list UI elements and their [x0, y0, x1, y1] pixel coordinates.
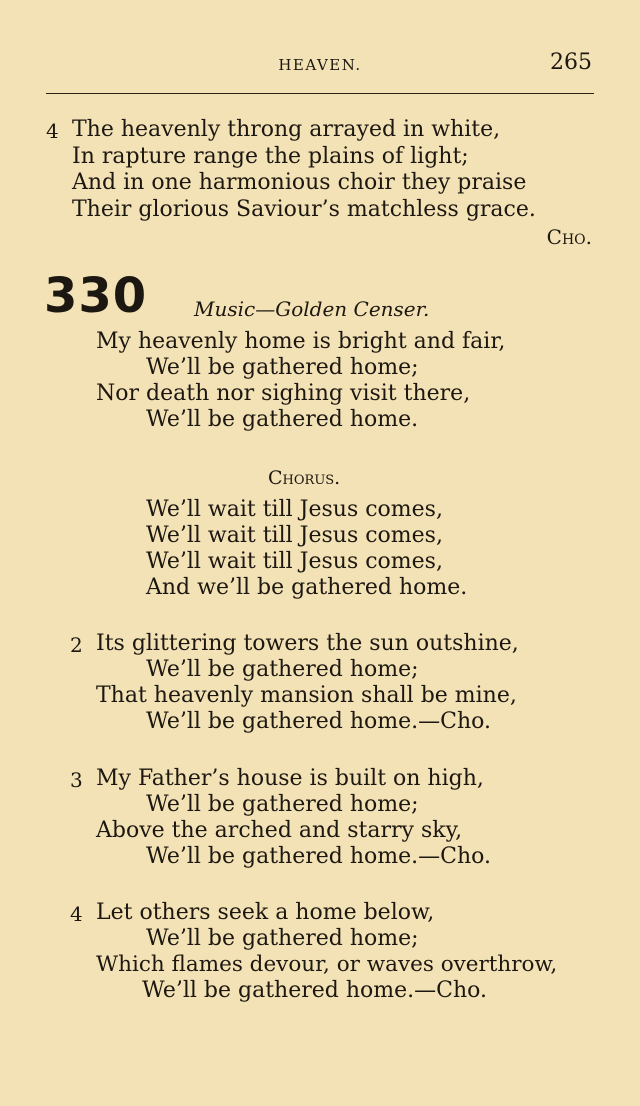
- verse3-line-1: My Father’s house is built on high,: [96, 766, 484, 791]
- prev-verse-line-4: Their glorious Saviour’s matchless grace.: [72, 197, 536, 222]
- chorus-line-4: And we’ll be gathered home.: [146, 575, 468, 600]
- verse1-line-1: My heavenly home is bright and fair,: [96, 329, 506, 354]
- verse1-line-3: Nor death nor sighing visit there,: [96, 381, 471, 406]
- prev-chorus-ref: Cho.: [546, 225, 592, 249]
- running-header-title: HEAVEN.: [278, 56, 362, 74]
- verse2-line-4: We’ll be gathered home.—Cho.: [146, 709, 491, 734]
- music-attribution: Music—Golden Censer.: [194, 297, 430, 321]
- verse4-line-1: Let others seek a home below,: [96, 900, 435, 925]
- verse4-line-2: We’ll be gathered home;: [146, 926, 419, 951]
- verse2-line-1: Its glittering towers the sun outshine,: [96, 631, 519, 656]
- verse4-number: 4: [70, 902, 83, 926]
- chorus-line-1: We’ll wait till Jesus comes,: [146, 497, 443, 522]
- verse1-line-2: We’ll be gathered home;: [146, 355, 419, 380]
- verse4-line-3: Which flames devour, or waves overthrow,: [96, 952, 558, 977]
- verse2-line-2: We’ll be gathered home;: [146, 657, 419, 682]
- page-number: 265: [550, 50, 592, 75]
- verse1-line-4: We’ll be gathered home.: [146, 407, 419, 432]
- verse3-line-2: We’ll be gathered home;: [146, 792, 419, 817]
- verse3-line-4: We’ll be gathered home.—Cho.: [146, 844, 491, 869]
- prev-verse-line-3: And in one harmonious choir they praise: [72, 170, 527, 195]
- verse4-line-4: We’ll be gathered home.—Cho.: [142, 978, 487, 1003]
- verse2-line-3: That heavenly mansion shall be mine,: [96, 683, 517, 708]
- verse2-number: 2: [70, 633, 83, 657]
- chorus-heading: Chorus.: [268, 467, 341, 489]
- header-rule: [46, 93, 594, 94]
- verse3-line-3: Above the arched and starry sky,: [96, 818, 463, 843]
- prev-verse-number: 4: [46, 119, 59, 143]
- prev-verse-line-2: In rapture range the plains of light;: [72, 144, 469, 169]
- verse3-number: 3: [70, 768, 83, 792]
- prev-verse-line-1: The heavenly throng arrayed in white,: [72, 117, 501, 142]
- chorus-line-3: We’ll wait till Jesus comes,: [146, 549, 443, 574]
- chorus-line-2: We’ll wait till Jesus comes,: [146, 523, 443, 548]
- hymn-number: 330: [44, 268, 148, 324]
